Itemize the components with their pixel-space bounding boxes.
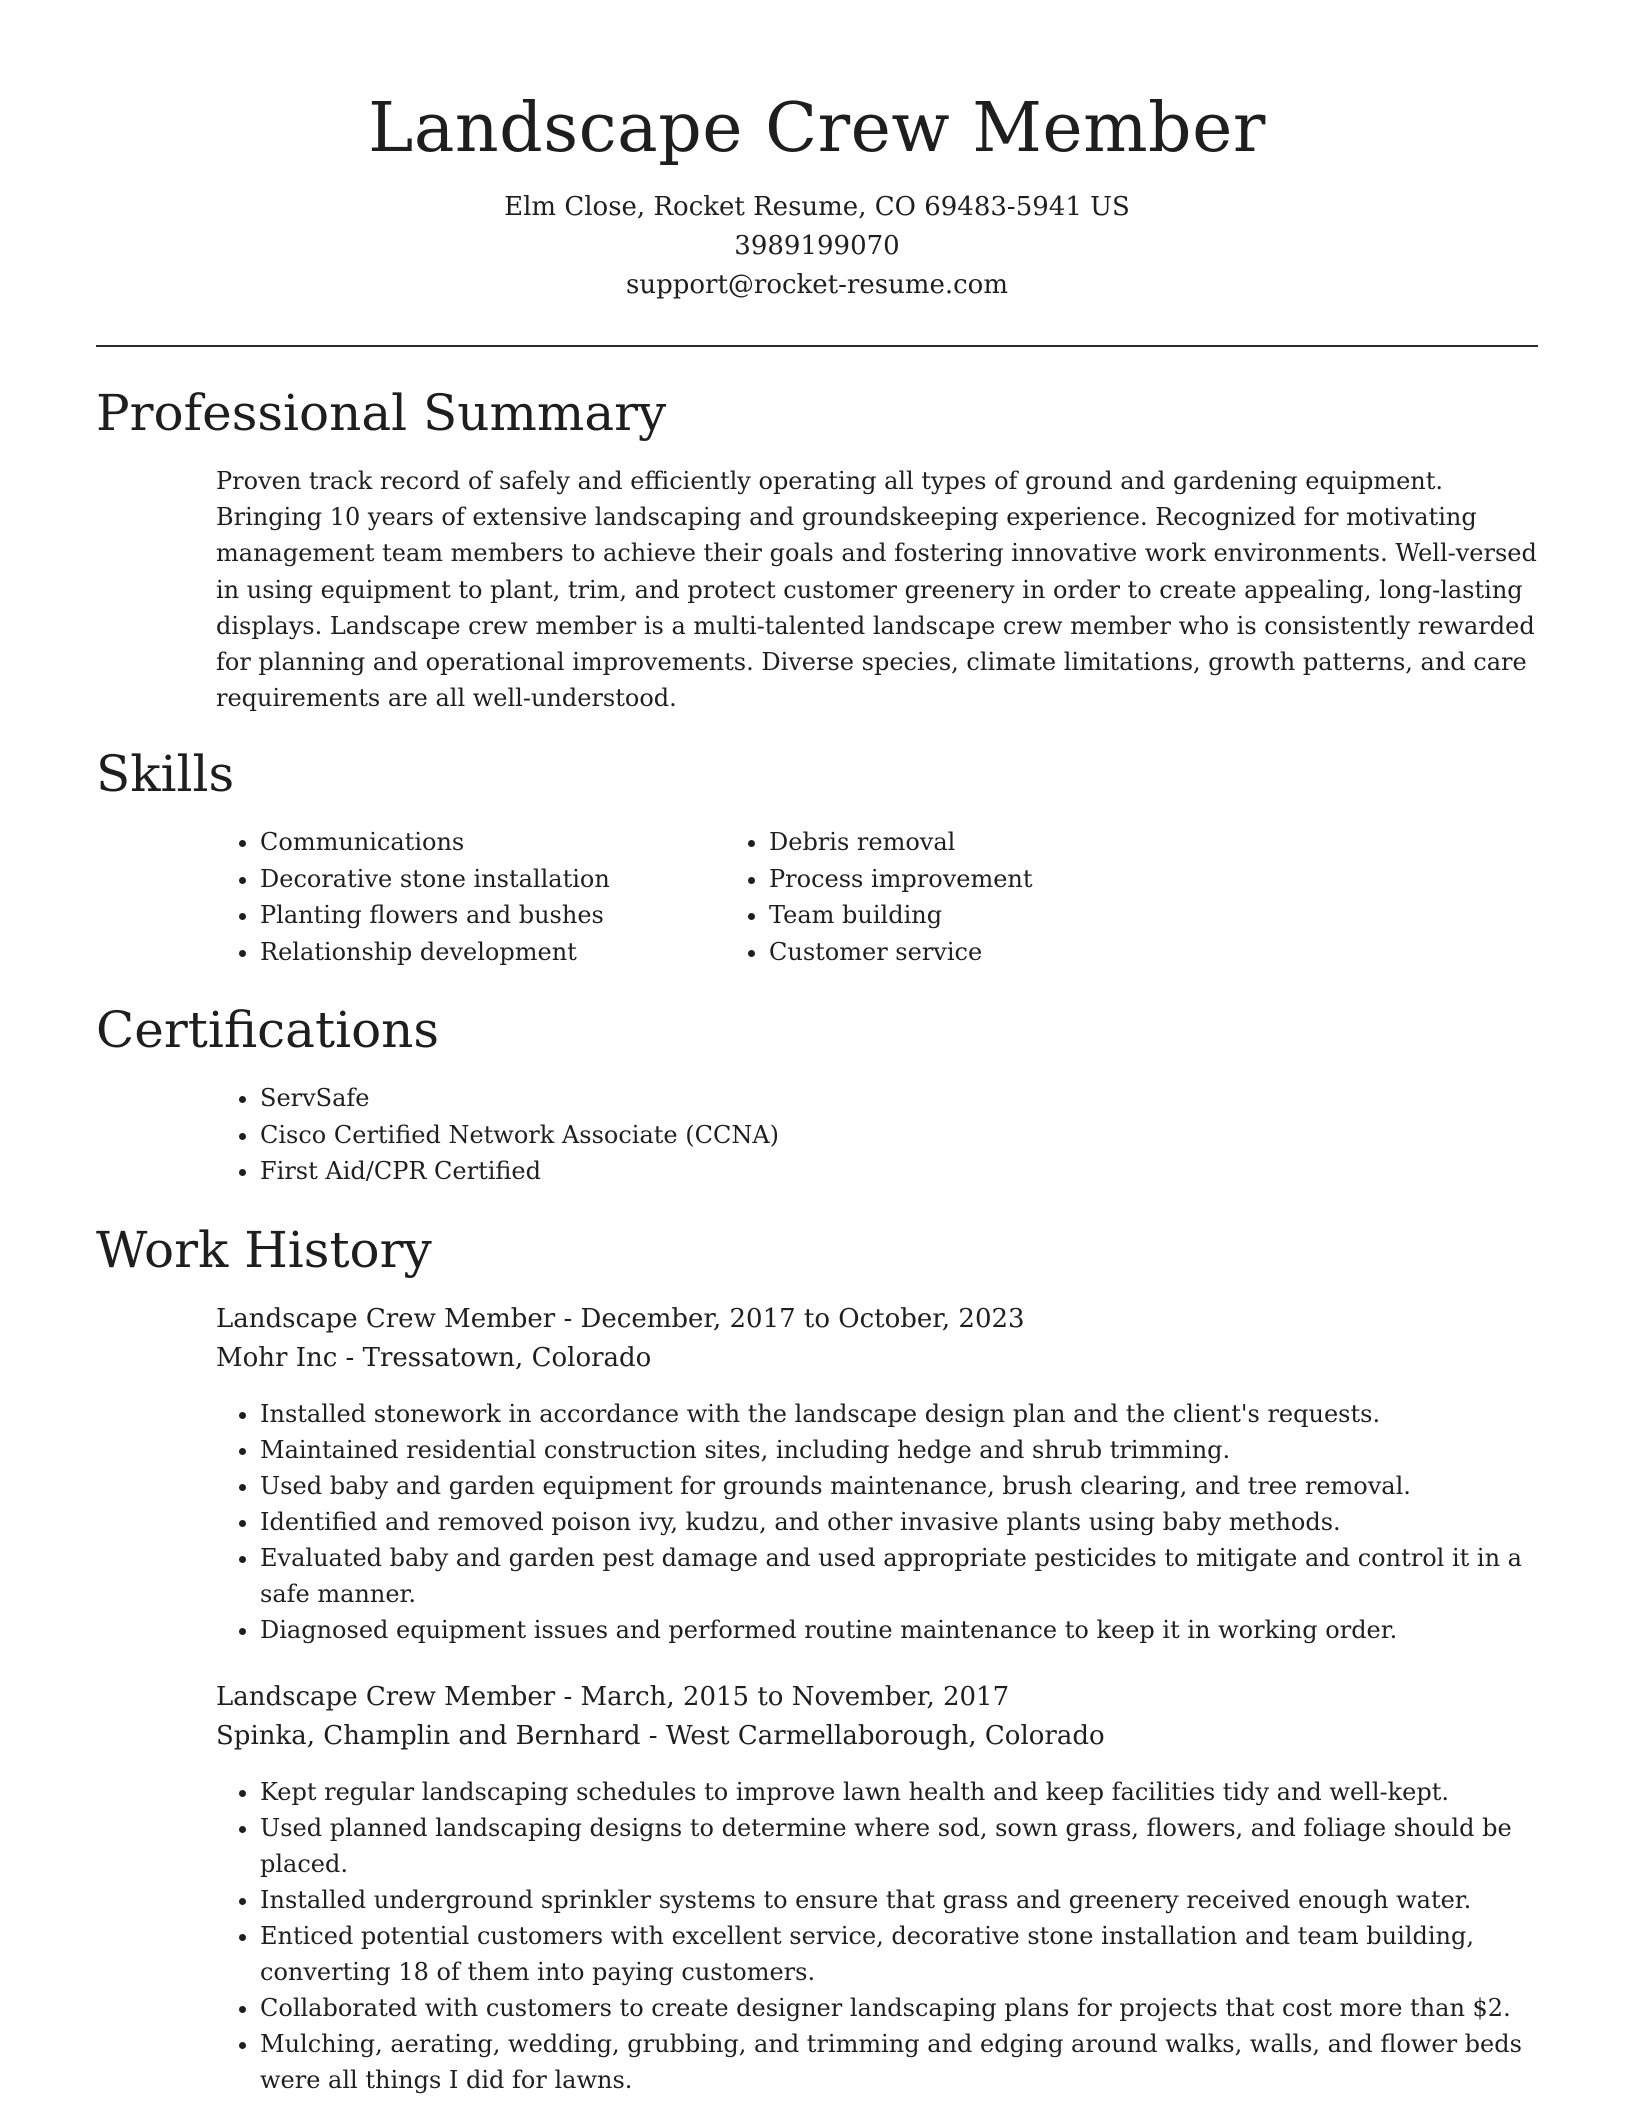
work-history-heading: Work History — [96, 1220, 432, 1279]
contact-address: Elm Close, Rocket Resume, CO 69483-5941 US — [504, 192, 1130, 222]
job-bullets — [216, 1774, 1538, 2098]
summary-heading: Professional Summary — [96, 384, 667, 442]
skills-column-left — [96, 824, 746, 970]
job-entry — [216, 1678, 1538, 2098]
certification-item: • First Aid/CPR Certified — [260, 1153, 1538, 1190]
skill-item: • Decorative stone installation — [260, 861, 746, 898]
summary-text: Proven track record of safely and efficiently operating all types of ground and gardening equipment. Bringing 10 years of extensive landscaping and groundskeeping experience. Recognized for motivating management team members to achieve their goals and fostering innovative work environments. Well-versed in using equipment to plant, trim, and protect customer greenery in order to create appealing, long-lasting displays. Landscape crew member is a multi-talented landscape crew member who is consistently rewarded for planning and operational improvements. Diverse species, climate limitations, growth patterns, and care requirements are all well-understood. — [216, 467, 1537, 713]
job-bullet: • Identified and removed poison ivy, kudzu, and other invasive plants using baby methods. — [260, 1504, 1538, 1540]
skill-item: • Team building — [769, 897, 1396, 934]
resume-page — [96, 0, 1538, 2098]
certifications-heading: Certifications — [96, 1001, 440, 1060]
contact-email: support@rocket-resume.com — [625, 270, 1008, 300]
job-bullets — [216, 1396, 1538, 1648]
skill-item: • Customer service — [769, 934, 1396, 971]
skills-heading: Skills — [96, 745, 235, 804]
skills-list — [96, 824, 1538, 970]
job-bullet: • Mulching, aerating, wedding, grubbing, and trimming and edging around walks, walls, and flower beds were all things I did for lawns. — [260, 2026, 1538, 2098]
job-bullet: • Used planned landscaping designs to determine where sod, sown grass, flowers, and foliage should be placed. — [260, 1810, 1538, 1882]
skill-item: • Debris removal — [769, 824, 1396, 861]
job-bullet: • Installed underground sprinkler systems to ensure that grass and greenery received enough water. — [260, 1882, 1538, 1918]
job-bullet: • Evaluated baby and garden pest damage and used appropriate pesticides to mitigate and control it in a safe manner. — [260, 1540, 1538, 1612]
contact-block — [96, 188, 1538, 305]
job-title-dates: Landscape Crew Member - March, 2015 to November, 2017 — [216, 1681, 1010, 1712]
skill-item: • Planting flowers and bushes — [260, 897, 746, 934]
job-bullet: • Installed stonework in accordance with the landscape design plan and the client's requests. — [260, 1396, 1538, 1432]
certification-item: • Cisco Certified Network Associate (CCNA) — [260, 1117, 1538, 1154]
skill-item: • Relationship development — [260, 934, 746, 971]
header-divider — [96, 345, 1538, 347]
job-title-dates: Landscape Crew Member - December, 2017 to October, 2023 — [216, 1303, 1025, 1334]
job-bullet: • Used baby and garden equipment for grounds maintenance, brush clearing, and tree removal. — [260, 1468, 1538, 1504]
job-bullet: • Maintained residential construction sites, including hedge and shrub trimming. — [260, 1432, 1538, 1468]
job-bullet: • Collaborated with customers to create designer landscaping plans for projects that cost more than $2. — [260, 1990, 1538, 2026]
job-company-location: Spinka, Champlin and Bernhard - West Carmellaborough, Colorado — [216, 1720, 1105, 1751]
certification-item: • ServSafe — [260, 1080, 1538, 1117]
skills-column-right — [746, 824, 1396, 970]
candidate-name: Landscape Crew Member — [368, 89, 1266, 168]
skill-item: • Process improvement — [769, 861, 1396, 898]
skill-item: • Communications — [260, 824, 746, 861]
job-bullet: • Enticed potential customers with excellent service, decorative stone installation and team building, converting 18 of them into paying customers. — [260, 1918, 1538, 1990]
contact-phone: 3989199070 — [734, 231, 900, 261]
job-entry — [216, 1300, 1538, 1648]
job-company-location: Mohr Inc - Tressatown, Colorado — [216, 1342, 652, 1373]
certifications-list — [96, 1080, 1538, 1190]
job-bullet: • Diagnosed equipment issues and performed routine maintenance to keep it in working order. — [260, 1612, 1538, 1648]
job-bullet: • Kept regular landscaping schedules to improve lawn health and keep facilities tidy and well-kept. — [260, 1774, 1538, 1810]
